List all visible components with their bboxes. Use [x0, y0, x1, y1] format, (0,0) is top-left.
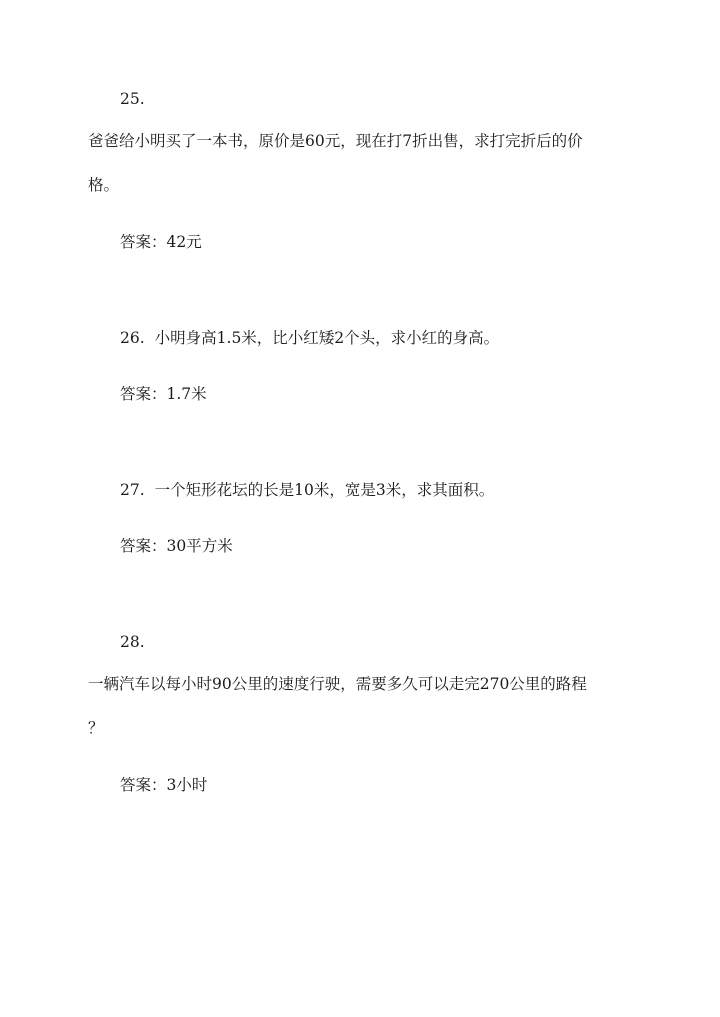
question-27-text: 一个矩形花坛的长是10米，宽是3米，求其面积。 [154, 481, 495, 499]
question-28-text-line-1: 一辆汽车以每小时90公里的速度行驶，需要多久可以走完270公里的路程 [88, 675, 587, 693]
answer-label: 答案： [120, 537, 167, 555]
question-27 [120, 480, 494, 500]
question-26-text: 小明身高1.5米，比小红矮2个头，求小红的身高。 [154, 329, 500, 347]
question-25-number: 25. [120, 90, 145, 108]
question-27-answer [120, 536, 233, 556]
answer-value: 1.7米 [166, 385, 207, 403]
question-26-answer [120, 384, 207, 404]
answer-label: 答案： [120, 233, 167, 251]
question-26-number: 26. [120, 329, 145, 347]
answer-label: 答案： [120, 385, 167, 403]
question-25-text-line-2: 格。 [88, 176, 120, 194]
question-28-text-line-2: ？ [88, 719, 104, 737]
question-28-answer [120, 775, 207, 795]
question-28-number: 28. [120, 633, 145, 651]
answer-value: 3小时 [166, 776, 208, 794]
question-26 [120, 328, 499, 348]
question-25-text-line-1: 爸爸给小明买了一本书，原价是60元，现在打7折出售，求打完折后的价 [88, 132, 583, 150]
question-25-answer [120, 232, 202, 252]
answer-label: 答案： [120, 776, 167, 794]
question-27-number: 27. [120, 481, 145, 499]
answer-value: 30平方米 [166, 537, 233, 555]
answer-value: 42元 [166, 233, 202, 251]
